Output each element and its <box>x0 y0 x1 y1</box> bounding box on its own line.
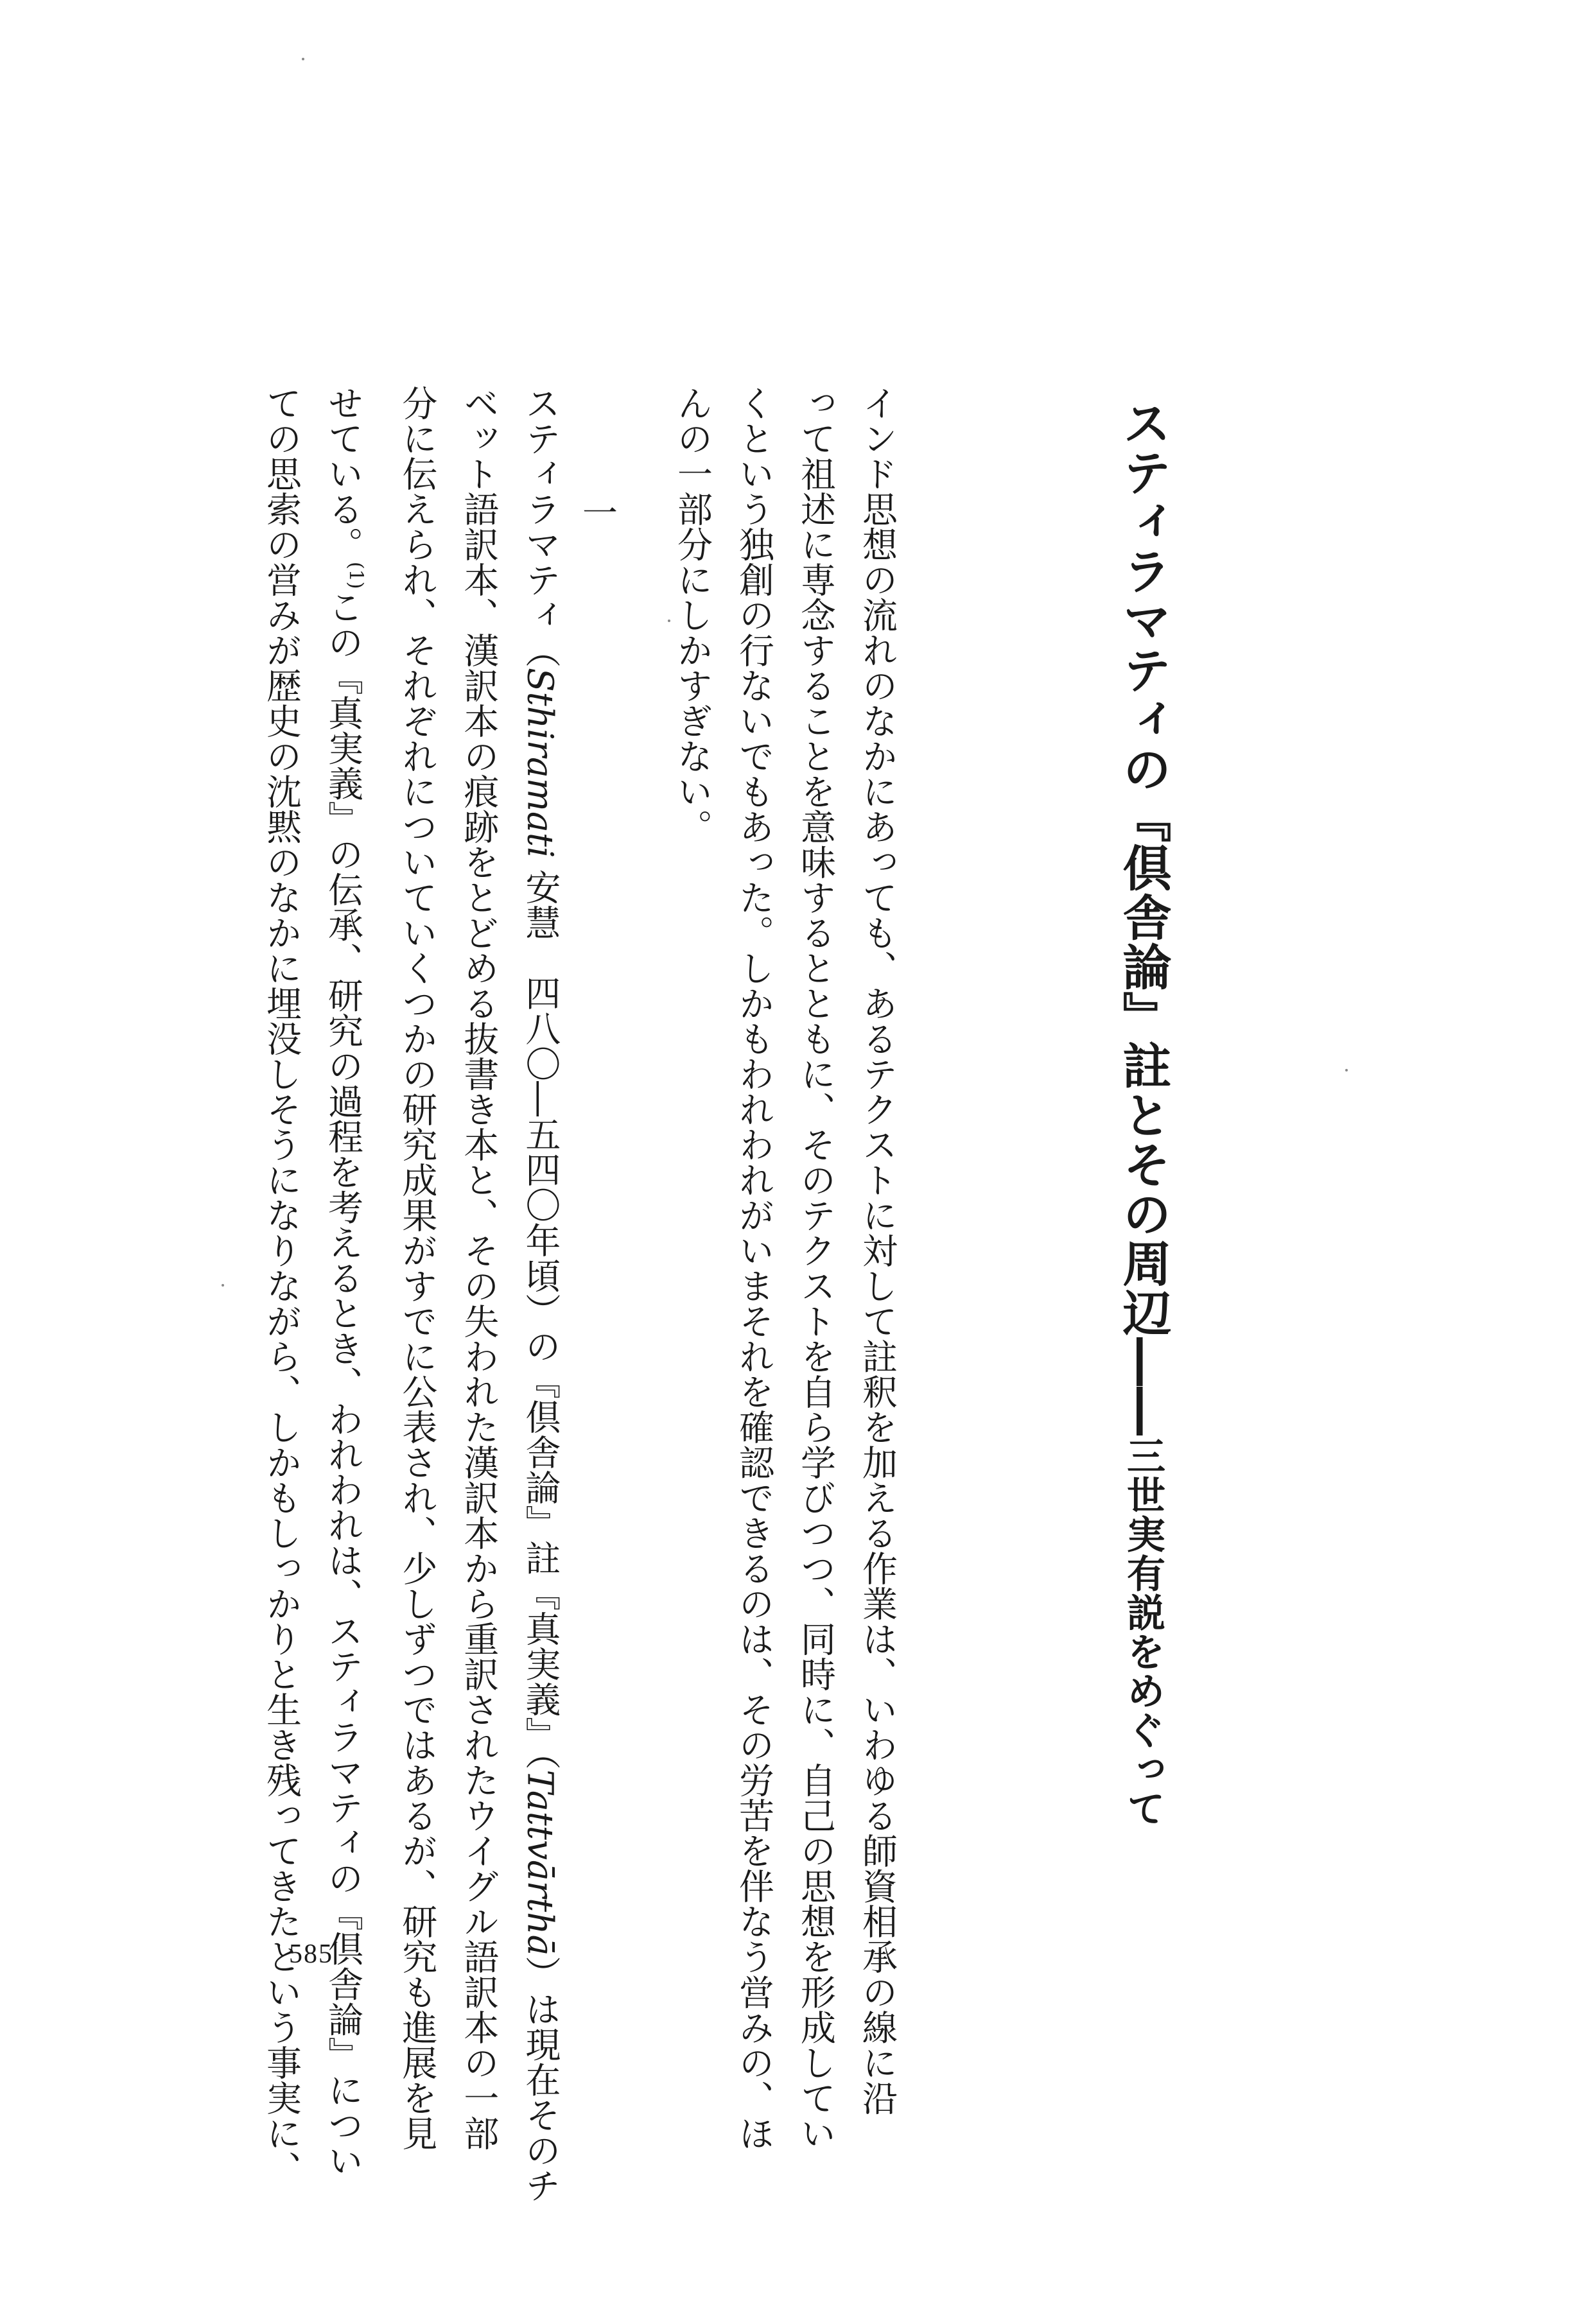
body-line <box>312 385 386 2178</box>
body-line: ベット語訳本、漢訳本の痕跡をとどめる抜書き本と、その失われた漢訳本から重訳されたウイグル語訳本の一部 <box>458 385 500 2151</box>
body-line4-a: せている。 <box>322 385 363 562</box>
intro-line: インド思想の流れのなかにあっても、あるテクストに対して註釈を加える作業は、いわゆる師資相承の線に沿 <box>857 385 898 2115</box>
body-line <box>509 385 571 2203</box>
latin-term: Sthiramati <box>519 668 561 858</box>
title-main: スティラマティの『倶舎論』註とその周辺―― <box>1115 398 1172 1436</box>
scan-speck <box>302 58 304 60</box>
title-subtitle: 三世実有説をめぐって <box>1120 1436 1165 1828</box>
intro-line: んの一部分にしかすぎない。 <box>672 385 713 844</box>
section-number: 一 <box>577 494 618 530</box>
latin-term: Tattvārthā <box>519 1769 561 1956</box>
intro-line: くという独創の行ないでもあった。しかもわれわれがいまそれを確認できるのは、その労苦を伴なう営みの、ほ <box>733 385 774 2151</box>
footnote-marker: (1) <box>344 562 367 589</box>
body-line: 分に伝えられ、それぞれについていくつかの研究成果がすでに公表され、少しずつではあるが、研究も進展を見 <box>396 385 438 2151</box>
intro-paragraph <box>661 385 908 2151</box>
intro-line: って祖述に専念することを意味するとともに、そのテクストを自ら学びつつ、同時に、自己の思想を形成してい <box>795 385 836 2151</box>
scan-speck <box>1345 1069 1348 1071</box>
body-line: ての思索の営みが歴史の沈黙のなかに埋没しそうになりながら、しかもしっかりと生き残ってきたという事実に、 <box>261 385 302 2186</box>
article-title <box>1114 398 1172 1828</box>
body-line1-c: ）は現在そのチ <box>519 1955 561 2203</box>
scan-speck <box>222 1284 224 1287</box>
body-line1-b: 安慧 四八〇―五四〇年頃）の『倶舎論』註『真実義』（ <box>519 858 561 1770</box>
scan-speck <box>668 620 670 622</box>
page-number: 585 <box>289 1939 333 1969</box>
body-line4-b: この『真実義』の伝承、研究の過程を考えるとき、われわれは、スティラマティの『倶舎論』につい <box>322 589 363 2178</box>
body-line1-a: スティラマティ（ <box>519 385 561 668</box>
